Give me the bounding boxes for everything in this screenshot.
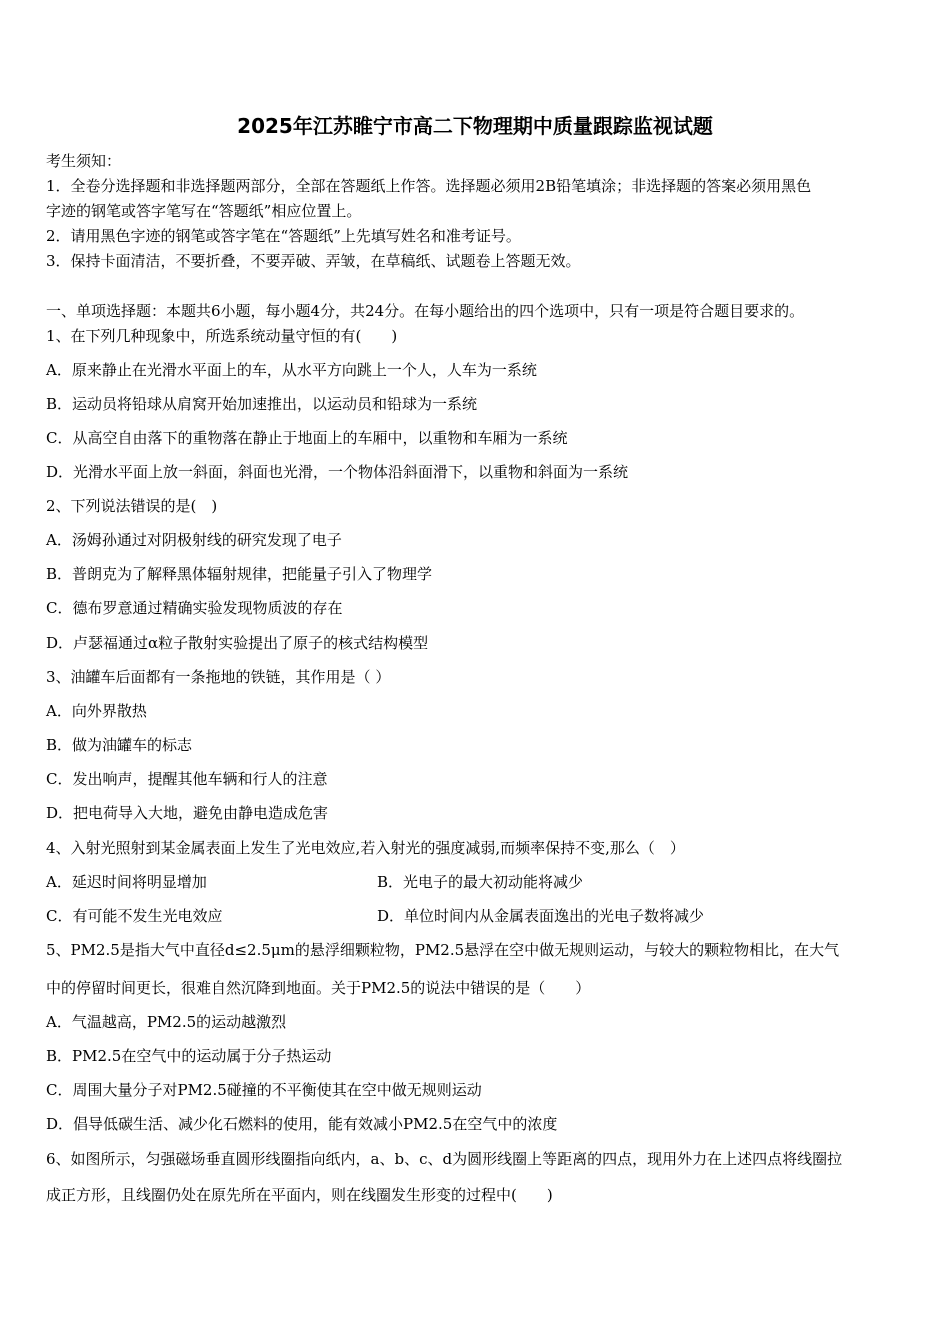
section-heading: 一、单项选择题：本题共6小题，每小题4分，共24分。在每小题给出的四个选项中，只有一项是符合题目要求的。: [46, 302, 805, 320]
question-stem: 4、入射光照射到某金属表面上发生了光电效应,若入射光的强度减弱,而频率保持不变,那么（ ）: [46, 839, 685, 857]
option-a: A．原来静止在光滑水平面上的车，从水平方向跳上一个人，人车为一系统: [46, 361, 537, 379]
option-b: B．光电子的最大初动能将减少: [377, 873, 584, 891]
question-stem: 3、油罐车后面都有一条拖地的铁链，其作用是（ ）: [46, 668, 391, 686]
document-title: 2025年江苏睢宁市高二下物理期中质量跟踪监视试题: [237, 114, 713, 138]
notice-heading: 考生须知：: [46, 152, 122, 170]
option-a: A．延迟时间将明显增加: [46, 873, 207, 891]
option-d: D．光滑水平面上放一斜面，斜面也光滑，一个物体沿斜面滑下，以重物和斜面为一系统: [46, 463, 629, 481]
question-stem: 中的停留时间更长，很难自然沉降到地面。关于PM2.5的说法中错误的是（ ）: [46, 979, 591, 997]
option-a: A．向外界散热: [46, 702, 147, 720]
option-c: C．发出响声，提醒其他车辆和行人的注意: [46, 770, 328, 788]
option-c: C．德布罗意通过精确实验发现物质波的存在: [46, 599, 343, 617]
question-stem: 2、下列说法错误的是( ): [46, 497, 218, 515]
option-b: B．PM2.5在空气中的运动属于分子热运动: [46, 1047, 332, 1065]
option-b: B．做为油罐车的标志: [46, 736, 193, 754]
notice-item: 2．请用黑色字迹的钢笔或答字笔在“答题纸”上先填写姓名和准考证号。: [46, 227, 521, 245]
question-stem: 6、如图所示，匀强磁场垂直圆形线圈指向纸内，a、b、c、d为圆形线圈上等距离的四点，现用外力在上述四点将线圈拉: [46, 1150, 843, 1168]
question-stem: 5、PM2.5是指大气中直径d≤2.5μm的悬浮细颗粒物，PM2.5悬浮在空中做无规则运动，与较大的颗粒物相比，在大气: [46, 941, 840, 959]
option-b: B．运动员将铅球从肩窝开始加速推出，以运动员和铅球为一系统: [46, 395, 478, 413]
option-d: D．卢瑟福通过α粒子散射实验提出了原子的核式结构模型: [46, 634, 429, 652]
option-b: B．普朗克为了解释黑体辐射规律，把能量子引入了物理学: [46, 565, 433, 583]
question-stem: 1、在下列几种现象中，所选系统动量守恒的有( ): [46, 327, 398, 345]
notice-item: 字迹的钢笔或答字笔写在“答题纸”相应位置上。: [46, 202, 362, 220]
notice-item: 1．全卷分选择题和非选择题两部分，全部在答题纸上作答。选择题必须用2B铅笔填涂；非选择题的答案必须用黑色: [46, 177, 812, 195]
notice-item: 3．保持卡面清洁，不要折叠，不要弄破、弄皱，在草稿纸、试题卷上答题无效。: [46, 252, 581, 270]
option-c: C．有可能不发生光电效应: [46, 907, 223, 925]
option-c: C．从高空自由落下的重物落在静止于地面上的车厢中，以重物和车厢为一系统: [46, 429, 568, 447]
option-a: A．汤姆孙通过对阴极射线的研究发现了电子: [46, 531, 342, 549]
option-d: D．把电荷导入大地，避免由静电造成危害: [46, 804, 329, 822]
option-c: C．周围大量分子对PM2.5碰撞的不平衡使其在空中做无规则运动: [46, 1081, 482, 1099]
option-d: D．倡导低碳生活、减少化石燃料的使用，能有效减小PM2.5在空气中的浓度: [46, 1115, 558, 1133]
question-stem: 成正方形，且线圈仍处在原先所在平面内，则在线圈发生形变的过程中( ): [46, 1186, 553, 1204]
option-a: A．气温越高，PM2.5的运动越激烈: [46, 1013, 287, 1031]
option-d: D．单位时间内从金属表面逸出的光电子数将减少: [377, 907, 705, 925]
